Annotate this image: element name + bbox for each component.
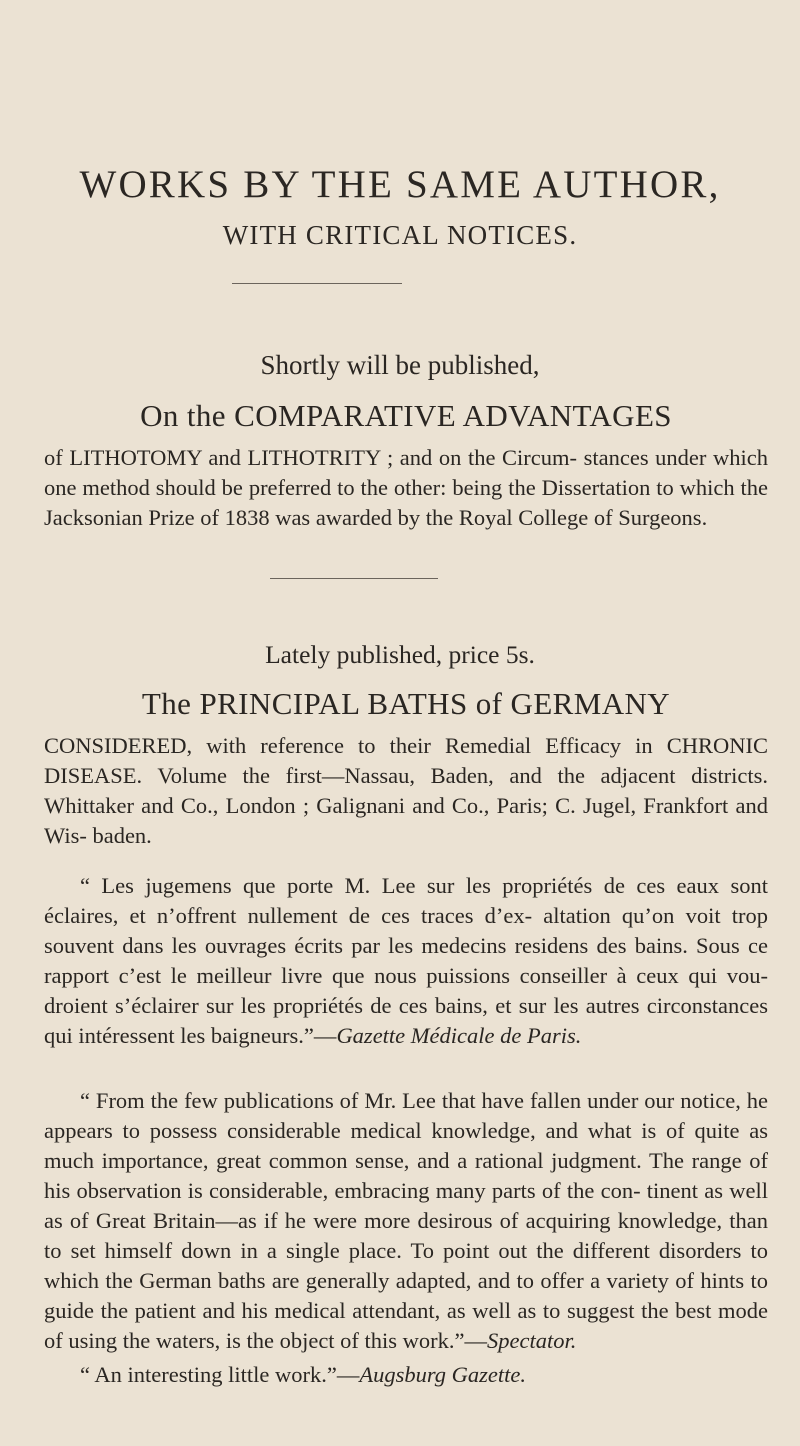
work-description-lithotomy: of LITHOTOMY and LITHOTRITY ; and on the Circum- stances under which one method should be preferred to the other: being the Dissertation to which the Jacksonian Prize of 1838 was awarded by the Royal College of Surgeons. <box>44 445 768 530</box>
work-title-lithotomy: On the COMPARATIVE ADVANTAGES <box>140 398 672 433</box>
announcement-lately: Lately published, price 5s. <box>265 640 535 669</box>
notice-source: Augsburg Gazette. <box>359 1362 526 1387</box>
critical-notice <box>44 1360 768 1390</box>
work-description-baths: CONSIDERED, with reference to their Remedial Efficacy in CHRONIC DISEASE. Volume the first—Nassau, Baden, and the adjacent districts. Whittaker and Co., London ; Galignani and Co., Paris; C. Jugel, Frankfort and Wis- baden. <box>44 733 768 848</box>
notice-quote: “ An interesting little work.”— <box>80 1362 360 1387</box>
notice-quote: “ Les jugemens que porte M. Lee sur les propriétés de ces eaux sont éclaires, et n’offrent nullement de ces traces d’ex- altation qu’on voit trop souvent dans les ouvrages écrits par les medecins residens des bains. Sous ce rapport c’est le meilleur livre que nous puissions conseiller à ceux qui vou- droient s’éclairer sur les propriétés de ces bains, et sur les autres circonstances qui intéressent les baigneurs.”— <box>44 873 768 1048</box>
notice-source: Gazette Médicale de Paris. <box>336 1023 582 1048</box>
critical-notice <box>44 1086 768 1356</box>
notice-source: Spectator. <box>487 1328 577 1353</box>
page-title: WORKS BY THE SAME AUTHOR, <box>79 163 721 206</box>
divider-rule <box>232 283 402 284</box>
divider-rule <box>270 578 438 579</box>
critical-notice <box>44 871 768 1051</box>
work-title-baths: The PRINCIPAL BATHS of GERMANY <box>141 686 671 721</box>
page-subtitle: WITH CRITICAL NOTICES. <box>222 220 578 250</box>
notice-quote: “ From the few publications of Mr. Lee that have fallen under our notice, he appears to possess considerable medical knowledge, and what is of quite as much importance, great common sense, and a rational judgment. The range of his observation is considerable, embracing many parts of the con- tinent as well as of Great Britain—as if he were more desirous of acquiring knowledge, than to set himself down in a single place. To point out the different disorders to which the German baths are generally adapted, and to offer a variety of hints to guide the patient and his medical attendant, as well as to suggest the best mode of using the waters, is the object of this work.”— <box>44 1088 768 1353</box>
announcement-shortly: Shortly will be published, <box>260 350 540 380</box>
